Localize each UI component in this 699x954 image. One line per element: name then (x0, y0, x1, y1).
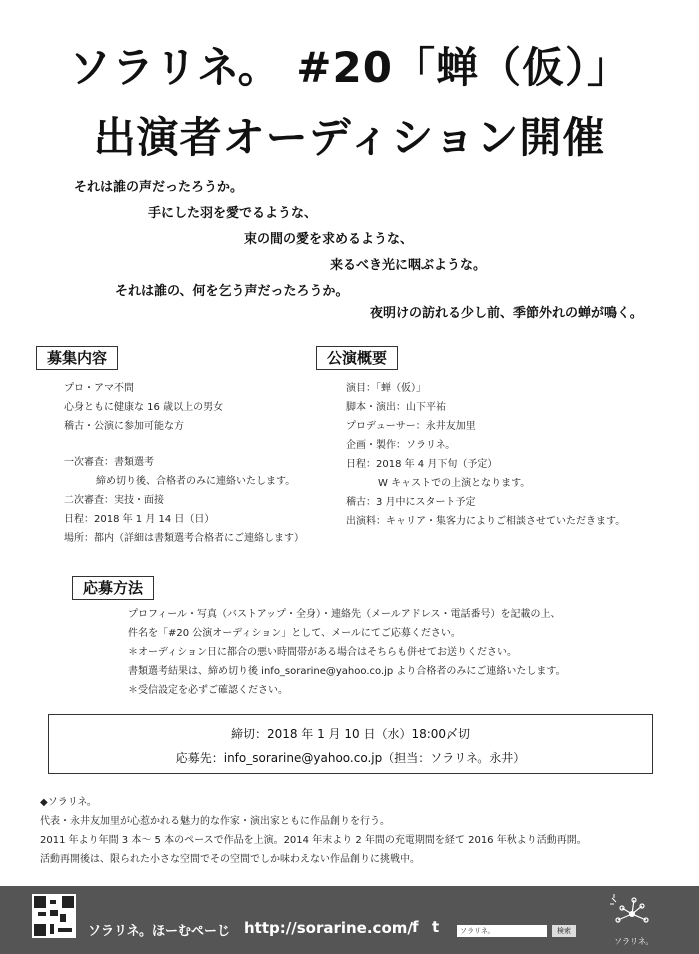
about-heading: ◆ソラリネ。 (40, 797, 97, 808)
poem-line-3: 束の間の愛を求めるような、 (244, 232, 414, 247)
application-heading: 応募方法 (72, 576, 154, 600)
recruitment-heading: 募集内容 (36, 346, 118, 370)
application-line: ＊受信設定を必ずご確認ください。 (128, 685, 288, 696)
performance-line: 演目：「蝉（仮）」 (346, 383, 426, 394)
recruitment-line: 二次審査：実技・面接 (64, 495, 164, 506)
recruitment-line: 稽古・公演に参加可能な方 (64, 421, 184, 432)
title-line-2: 出演者オーディション開催 (93, 113, 606, 162)
search-button[interactable]: 検索 (552, 925, 576, 937)
performance-line: 稽古：3 月中にスタート予定 (346, 497, 476, 508)
performance-line: 企画・製作：ソラリネ。 (346, 440, 456, 451)
search-input[interactable]: ソラリネ。 (457, 925, 547, 937)
logo-text: ソラリネ。 (614, 937, 654, 946)
recruitment-line: 場所：都内（詳細は書類選考合格者にご連絡します） (64, 533, 304, 544)
performance-heading: 公演概要 (316, 346, 398, 370)
site-name: ソラリネ。ほーむぺーじ (88, 924, 230, 939)
about-line: 代表・永井友加里が心惹かれる魅力的な作家・演出家ともに作品創りを行う。 (40, 816, 390, 827)
deadline-box (48, 714, 653, 774)
about-line: 2011 年より年間 3 本～ 5 本のペースで作品を上演。2014 年末より 2 年間の充電期間を経て 2016 年秋より活動再開。 (40, 835, 587, 846)
footer-bar (0, 886, 699, 954)
performance-line: 日程：2018 年 4 月下旬（予定） (346, 459, 498, 470)
title-line-1: ソラリネ。 #20「蝉（仮）」 (69, 43, 630, 92)
application-line: 書類選考結果は、締め切り後 info_sorarine@yahoo.co.jp より合格者のみにご連絡いたします。 (128, 666, 566, 677)
qr-code-icon[interactable] (32, 894, 76, 938)
performance-line: 出演料：キャリア・集客力によりご相談させていただきます。 (346, 516, 626, 527)
about-line: 活動再開後は、限られた小さな空間でその空間でしか味わえない作品創りに挑戦中。 (40, 854, 420, 865)
poem-line-1: それは誰の声だったろうか。 (74, 180, 244, 195)
application-line: プロフィール・写真（バストアップ・全身）・連絡先（メールアドレス・電話番号）を記載の上、 (128, 609, 561, 620)
site-url-link[interactable]: http://sorarine.com/ (244, 919, 413, 937)
twitter-icon[interactable]: t (432, 918, 440, 936)
application-line: 件名を「#20 公演オーディション」として、メールにてご応募ください。 (128, 628, 461, 639)
recruitment-line: 一次審査：書類選考 (64, 457, 154, 468)
poem-line-2: 手にした羽を愛でるような、 (148, 206, 318, 221)
recruitment-line: 締め切り後、合格者のみに連絡いたします。 (96, 476, 296, 487)
recruitment-line: 日程：2018 年 1 月 14 日（日） (64, 514, 215, 525)
recruitment-line: 心身ともに健康な 16 歳以上の男女 (64, 402, 224, 413)
deadline-text: 締切：2018 年 1 月 10 日（水）18:00〆切 (230, 727, 471, 741)
application-line: ＊オーディション日に都合の悪い時間帯がある場合はそちらも併せてお送りください。 (128, 647, 517, 658)
performance-line: プロデューサー：永井友加里 (346, 421, 476, 432)
facebook-icon[interactable]: f (412, 918, 419, 936)
performance-line: W キャストでの上演となります。 (378, 478, 531, 489)
poem-line-6: 夜明けの訪れる少し前、季節外れの蝉が鳴く。 (370, 306, 643, 321)
poem-line-5: それは誰の、何を乞う声だったろうか。 (115, 284, 349, 299)
recruitment-line: プロ・アマ不問 (64, 383, 134, 394)
contact-text: 応募先：info_sorarine@yahoo.co.jp（担当：ソラリネ。永井） (175, 751, 526, 765)
poem-line-4: 来るべき光に咽ぶような。 (330, 258, 487, 273)
performance-line: 脚本・演出：山下平祐 (346, 402, 446, 413)
